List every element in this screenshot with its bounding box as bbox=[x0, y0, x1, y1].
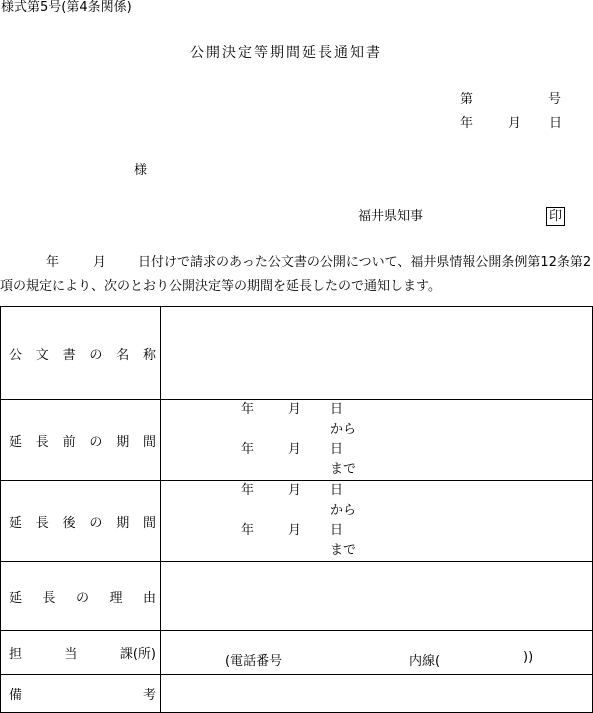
document-name-field[interactable] bbox=[161, 307, 593, 400]
row-after-period bbox=[1, 481, 593, 562]
label-after-period: 延 長 後 の 期 間 bbox=[1, 481, 161, 562]
notice-body-text bbox=[0, 251, 593, 299]
document-title: 公開決定等期間延長通知書 bbox=[190, 45, 382, 61]
extension-close: )) bbox=[523, 650, 534, 665]
after-period-until: 年 月 日 まで bbox=[241, 523, 357, 558]
date-day-label: 日 bbox=[549, 116, 563, 131]
document-number-suffix: 号 bbox=[548, 92, 562, 107]
recipient-suffix: 様 bbox=[134, 163, 148, 178]
sender-name: 福井県知事 bbox=[358, 209, 424, 224]
date-month-label: 月 bbox=[508, 116, 522, 131]
seal-mark: 印 bbox=[546, 207, 565, 226]
date-year-label: 年 bbox=[460, 116, 474, 131]
label-remarks: 備 考 bbox=[1, 675, 161, 713]
row-department bbox=[1, 631, 593, 675]
document-number-prefix: 第 bbox=[460, 92, 474, 107]
row-document-name bbox=[1, 307, 593, 400]
row-before-period bbox=[1, 400, 593, 481]
before-period-field[interactable] bbox=[161, 400, 593, 481]
form-number-title: 様式第5号(第4条関係) bbox=[1, 0, 132, 15]
row-reason bbox=[1, 562, 593, 631]
notice-details-table bbox=[0, 306, 593, 713]
after-period-field[interactable] bbox=[161, 481, 593, 562]
label-reason: 延 長 の 理 由 bbox=[1, 562, 161, 631]
label-before-period: 延 長 前 の 期 間 bbox=[1, 400, 161, 481]
row-remarks bbox=[1, 675, 593, 713]
department-field[interactable] bbox=[161, 631, 593, 675]
reason-field[interactable] bbox=[161, 562, 593, 631]
label-document-name: 公 文 書 の 名 称 bbox=[1, 307, 161, 400]
body-rest: 日付けで請求のあった公文書の公開について、福井県情報公開条例第12条第2項の規定により、次のとおり公開決定等の期間を延長したので通知します。 bbox=[0, 255, 592, 294]
before-period-from: 年 月 日 から bbox=[241, 402, 357, 437]
after-period-from: 年 月 日 から bbox=[241, 483, 357, 518]
before-period-until: 年 月 日 まで bbox=[241, 442, 357, 477]
body-month: 月 bbox=[93, 255, 107, 270]
body-year: 年 bbox=[46, 255, 60, 270]
extension-label: 内線( bbox=[409, 654, 441, 669]
remarks-field[interactable] bbox=[161, 675, 593, 713]
label-department: 担 当 課(所) bbox=[1, 631, 161, 675]
phone-label: (電話番号 bbox=[225, 654, 283, 669]
